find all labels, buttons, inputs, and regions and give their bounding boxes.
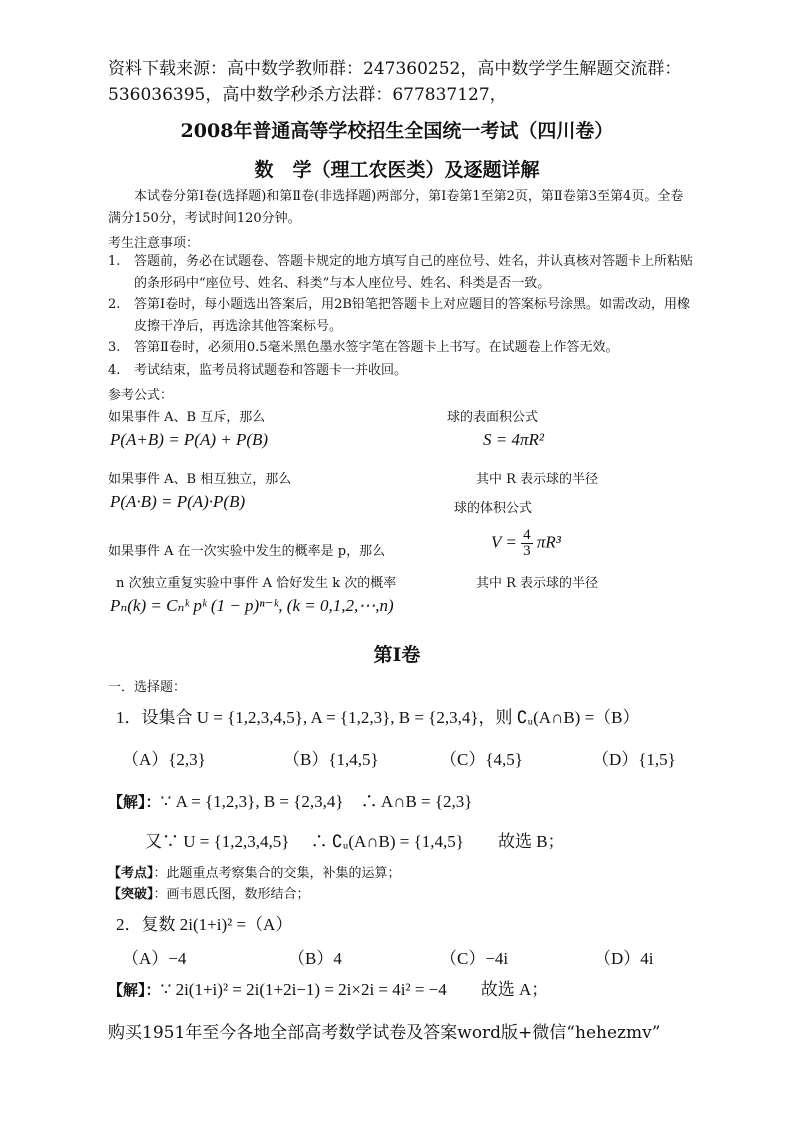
notice-item-number: 2. (108, 297, 121, 312)
formula-left-2-label: 如果事件 A、B 相互独立，那么 (108, 472, 292, 487)
formula-independent: P(A·B) = P(A)·P(B) (110, 492, 246, 511)
solution-label: 【解】： (108, 981, 161, 999)
notice-item-2 (108, 294, 696, 338)
key-point-text: ：此题重点考察集合的交集，补集的运算； (153, 866, 401, 881)
section-part-label: 一．选择题： (108, 680, 187, 695)
question-2-stem: 2．复数 2i(1+i)² =（A） (116, 915, 293, 934)
formula-binomial: Pₙ(k) = Cₙᵏ pᵏ (1 − p)ⁿ⁻ᵏ, (k = 0,1,2,⋯,n) (110, 596, 394, 615)
breakthrough-label: 【突破】 (108, 887, 154, 902)
fraction-denominator: 3 (523, 543, 531, 559)
question-2-option-a: （A）−4 (122, 949, 187, 968)
notice-item-number: 4. (108, 363, 121, 378)
notice-item-number: 1. (108, 254, 121, 269)
question-1-option-d: （D）{1,5} (592, 750, 676, 769)
header-line-1: 资料下载来源：高中数学教师群：247360252，高中数学学生解题交流群： (108, 59, 682, 79)
question-1-stem: 1．设集合 U = {1,2,3,4,5}, A = {1,2,3}, B = {2,3,4}，则 ∁ᵤ(A∩B) =（B） (116, 708, 640, 727)
solution-line: ∵ 2i(1+i)² = 2i(1+2i−1) = 2i×2i = 4i² = −4 故选 A； (160, 980, 549, 999)
question-1-option-a: （A）{2,3} (122, 750, 206, 769)
exam-subtitle: 数 学（理工农医类）及逐题详解 (254, 159, 540, 181)
formula-right-2-label: 其中 R 表示球的半径 (476, 472, 599, 487)
notice-item-text: 答第Ⅱ卷时，必须用0.5毫米黑色墨水签字笔在答题卡上书写。在试题卷上作答无效。 (134, 340, 619, 355)
volume-fraction (521, 528, 533, 559)
formula-sphere-surface: S = 4πR² (483, 430, 544, 449)
notice-item-text: 答题前，务必在试题卷、答题卡规定的地方填写自己的座位号、姓名，并认真核对答题卡上所粘贴的条形码中“座位号、姓名、科类”与本人座位号、姓名、科类是否一致。 (134, 254, 694, 291)
key-point-label: 【考点】 (108, 866, 154, 881)
question-1-key-point (108, 862, 401, 881)
formula-mutually-exclusive: P(A+B) = P(A) + P(B) (110, 430, 269, 449)
section-title: 第Ⅰ卷 (373, 644, 421, 666)
formula-left-4-label: n 次独立重复实验中事件 A 恰好发生 k 次的概率 (116, 576, 397, 591)
formula-left-3-label: 如果事件 A 在一次实验中发生的概率是 p，那么 (108, 544, 386, 559)
footer-advert: 购买1951年至今各地全部高考数学试卷及答案word版+微信“hehezmv” (108, 1023, 661, 1043)
question-2-option-b: （B）4 (288, 949, 342, 968)
header-source-text (108, 56, 718, 108)
formulas-title: 参考公式： (108, 388, 174, 403)
notice-item-text: 答第Ⅰ卷时，每小题选出答案后，用2B铅笔把答题卡上对应题目的答案标号涂黑。如需改动，用橡皮擦干净后，再选涂其他答案标号。 (134, 297, 690, 334)
question-1-option-c: （C）{4,5} (440, 750, 523, 769)
fraction-numerator: 4 (523, 527, 531, 543)
question-2-option-c: （C）−4i (440, 949, 509, 968)
notice-item-4 (108, 360, 696, 382)
question-1-option-b: （B）{1,4,5} (283, 750, 379, 769)
formula-right-1-label: 球的表面积公式 (447, 410, 539, 425)
formula-right-4-label: 其中 R 表示球的半径 (476, 576, 599, 591)
solution-line-1: ∵ A = {1,2,3}, B = {2,3,4} ∴ A∩B = {2,3} (160, 792, 473, 811)
notice-item-3 (108, 337, 696, 359)
solution-label: 【解】： (108, 793, 161, 811)
question-1-solution (108, 787, 472, 812)
notice-item-text: 考试结束，监考员将试题卷和答题卡一并收回。 (134, 363, 408, 378)
question-1-solution-line-2: 又∵ U = {1,2,3,4,5} ∴ ∁ᵤ(A∩B) = {1,4,5} 故选 B； (145, 832, 565, 851)
volume-lhs: V = (491, 532, 517, 552)
exam-title: 2008年普通高等学校招生全国统一考试（四川卷） (180, 120, 614, 142)
formula-right-3-label: 球的体积公式 (454, 501, 533, 516)
question-2-solution (108, 975, 548, 1000)
question-2-option-d: （D）4i (594, 949, 654, 968)
question-1-breakthrough (108, 883, 310, 902)
header-line-2: 536036395，高中数学秒杀方法群：677837127， (108, 85, 507, 105)
notice-item-number: 3. (108, 340, 121, 355)
formula-sphere-volume (491, 528, 561, 559)
notice-item-1 (108, 251, 696, 295)
notice-title: 考生注意事项： (108, 236, 200, 251)
breakthrough-text: ：画韦恩氏图，数形结合； (153, 887, 310, 902)
volume-rhs: πR³ (536, 532, 561, 552)
intro-paragraph: 本试卷分第Ⅰ卷(选择题)和第Ⅱ卷(非选择题)两部分，第Ⅰ卷第1至第2页，第Ⅱ卷第3至第4页。全卷满分150分，考试时间120分钟。 (108, 189, 684, 226)
formula-left-1-label: 如果事件 A、B 互斥，那么 (108, 410, 266, 425)
